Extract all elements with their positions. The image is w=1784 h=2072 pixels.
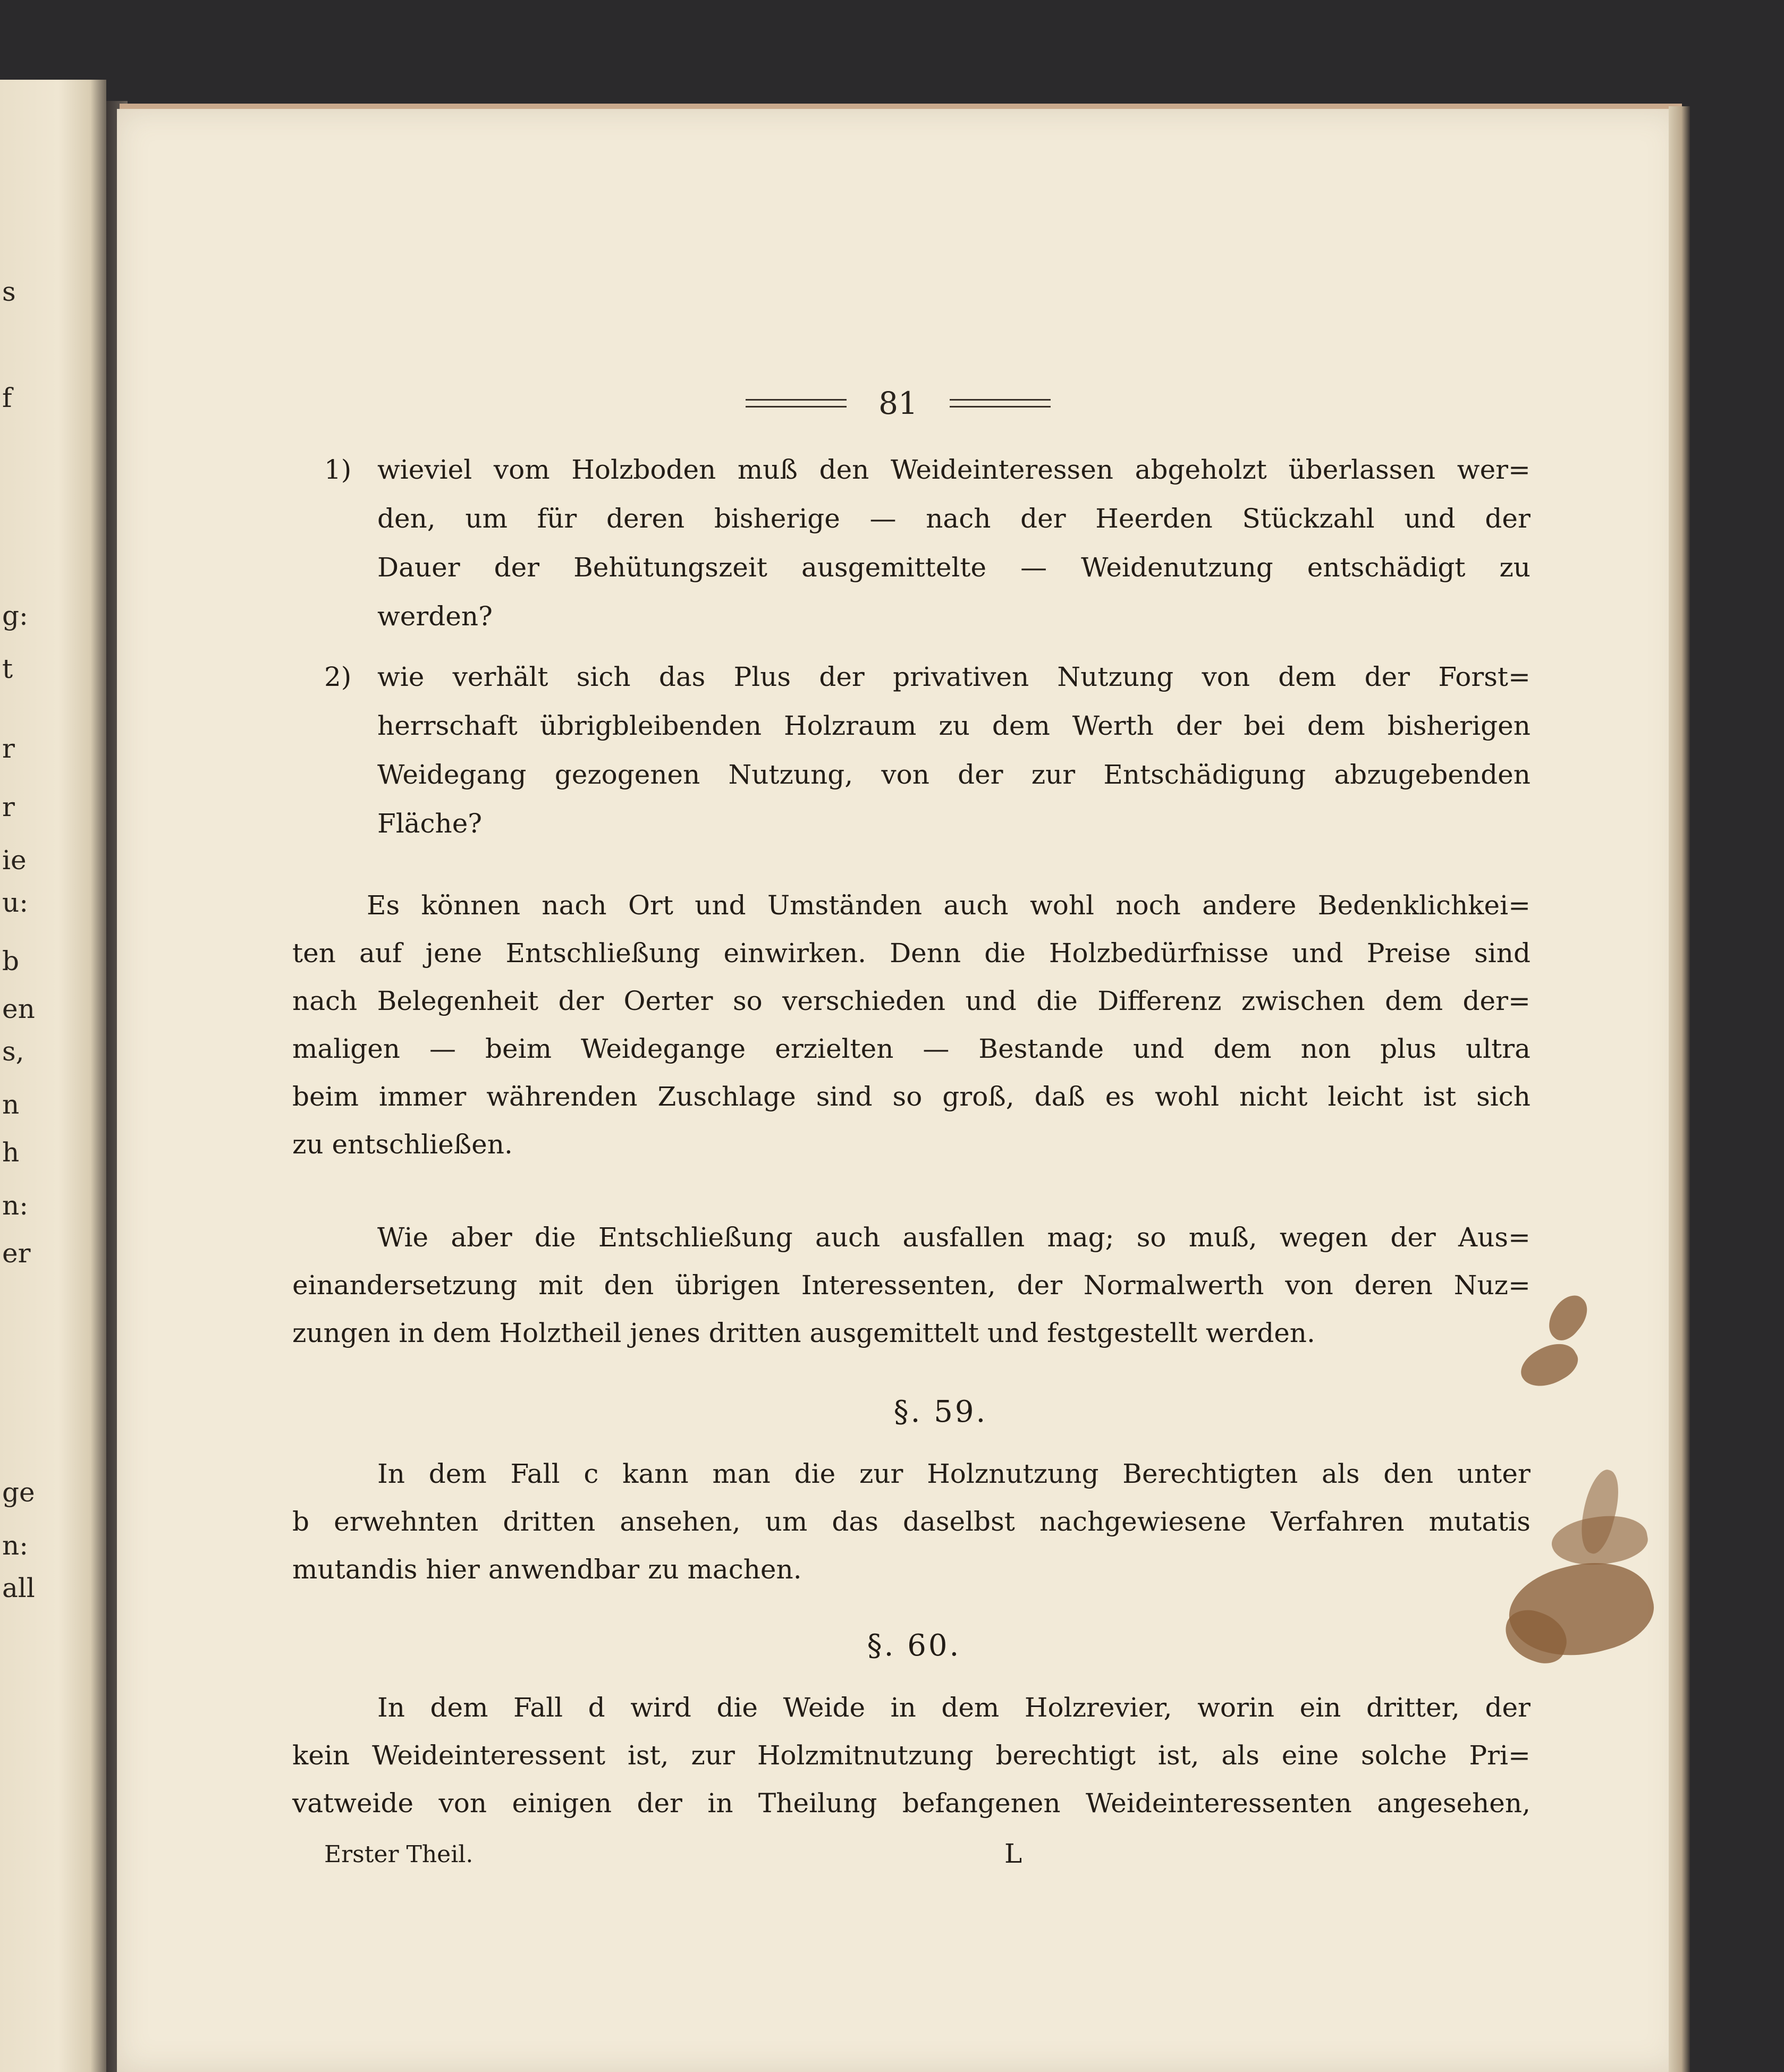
word: von <box>1202 661 1250 692</box>
word: maligen <box>292 1033 401 1064</box>
left-page-fragment: g: <box>2 600 28 631</box>
word: entschädigt <box>1307 552 1466 583</box>
word: Belegenheit <box>377 986 539 1016</box>
word: Interessenten, <box>801 1270 996 1301</box>
word: das <box>832 1506 878 1537</box>
word: der <box>1364 661 1410 692</box>
text-line <box>367 890 1531 921</box>
word: ist <box>1423 1081 1457 1112</box>
item-number: 1) <box>324 454 352 485</box>
word: andere <box>1202 890 1297 921</box>
text-line <box>377 1692 1531 1723</box>
word: zur <box>859 1458 903 1489</box>
word: muß <box>737 454 798 485</box>
word: ultra <box>1465 1033 1531 1064</box>
text-line <box>377 710 1531 741</box>
word: vom <box>493 454 550 485</box>
word: Holzboden <box>571 454 716 485</box>
word: — <box>923 1033 950 1064</box>
word: den <box>1383 1458 1434 1489</box>
word: non <box>1300 1033 1351 1064</box>
word: Holzmitnutzung <box>757 1740 974 1771</box>
word: in <box>707 1788 733 1819</box>
word: Aus= <box>1458 1222 1531 1253</box>
word: unter <box>1457 1458 1531 1489</box>
word: erzielten <box>775 1033 894 1064</box>
header-rule-right <box>950 399 1051 407</box>
header-rule-left <box>746 399 847 407</box>
text-line <box>377 759 1531 790</box>
word: Fall <box>513 1692 563 1723</box>
word: plus <box>1380 1033 1436 1064</box>
word: mutatis <box>1428 1506 1531 1537</box>
word: zur <box>1031 759 1076 790</box>
word: und <box>695 890 746 921</box>
word: als <box>1221 1740 1259 1771</box>
word: immer <box>378 1081 467 1112</box>
text-line <box>377 661 1531 692</box>
word: ausgemittelte <box>801 552 987 583</box>
word: kann <box>622 1458 689 1489</box>
word: Nutzung, <box>728 759 853 790</box>
word: für <box>537 503 577 534</box>
left-page-fragment: n: <box>2 1190 29 1221</box>
word: dritter, <box>1366 1692 1460 1723</box>
word: gezogenen <box>554 759 700 790</box>
left-page-fragment: r <box>2 792 15 822</box>
word: groß, <box>942 1081 1014 1112</box>
word: daß <box>1034 1081 1085 1112</box>
word: wieviel <box>377 454 472 485</box>
word: der <box>819 661 865 692</box>
word: mit <box>538 1270 583 1301</box>
word: Nuz= <box>1453 1270 1531 1301</box>
word: Entschließung <box>505 938 700 969</box>
word: von <box>438 1788 487 1819</box>
word: den, <box>377 503 436 534</box>
text-line <box>377 454 1531 485</box>
text-line <box>292 1081 1531 1112</box>
word: Normalwerth <box>1083 1270 1264 1301</box>
word: sind <box>816 1081 873 1112</box>
word: Preise <box>1366 938 1451 969</box>
word: noch <box>1115 890 1181 921</box>
word: Weideinteressenten <box>1085 1788 1352 1819</box>
word: Holzbedürfnisse <box>1049 938 1269 969</box>
word: b <box>292 1506 310 1537</box>
left-page-fragment: all <box>2 1573 35 1603</box>
word: wie <box>377 661 425 692</box>
word: von <box>881 759 929 790</box>
word: eine <box>1281 1740 1339 1771</box>
word: der <box>494 552 540 583</box>
word: verhält <box>452 661 548 692</box>
text-line: werden? <box>377 601 493 632</box>
word: ausfallen <box>902 1222 1025 1253</box>
word: Dauer <box>377 552 460 583</box>
word: in <box>890 1692 916 1723</box>
text-line <box>292 1788 1531 1819</box>
text-line <box>292 1270 1531 1301</box>
word: zu <box>938 710 970 741</box>
word: Plus <box>733 661 791 692</box>
word: ist, <box>1157 1740 1199 1771</box>
left-page-fragment: ie <box>2 845 27 876</box>
word: Holznutzung <box>927 1458 1099 1489</box>
word: wer= <box>1457 454 1531 485</box>
word: so <box>892 1081 923 1112</box>
word: Werth <box>1072 710 1154 741</box>
word: nach <box>542 890 607 921</box>
word: nach <box>926 503 991 534</box>
left-page-fragment: er <box>2 1238 31 1269</box>
water-stain <box>1515 1335 1584 1396</box>
word: so <box>1136 1222 1166 1253</box>
word: einwirken. <box>723 938 867 969</box>
word: Heerden <box>1095 503 1213 534</box>
word: um <box>465 503 508 534</box>
word: der <box>637 1788 682 1819</box>
word: Verfahren <box>1271 1506 1405 1537</box>
word: Bedenklichkei= <box>1317 890 1531 921</box>
book-page <box>117 109 1679 2072</box>
word: Weide <box>783 1692 866 1723</box>
word: die <box>984 938 1026 969</box>
left-page-fragment: t <box>2 653 13 684</box>
word: wird <box>630 1692 691 1723</box>
word: ansehen, <box>620 1506 741 1537</box>
word: Umständen <box>767 890 923 921</box>
word: solche <box>1361 1740 1447 1771</box>
word: als <box>1322 1458 1360 1489</box>
text-line <box>377 552 1531 583</box>
word: die <box>1036 986 1078 1016</box>
word: Weideinteressen <box>891 454 1114 485</box>
word: bei <box>1244 710 1285 741</box>
word: angesehen, <box>1377 1788 1531 1819</box>
left-page-fragment: b <box>2 946 20 976</box>
word: erwehnten <box>334 1506 479 1537</box>
section-heading: §. 59. <box>893 1395 988 1429</box>
word: mag; <box>1047 1222 1114 1253</box>
left-page-edge <box>0 80 106 2072</box>
word: von <box>1285 1270 1333 1301</box>
word: der <box>1390 1222 1436 1253</box>
word: worin <box>1197 1692 1275 1723</box>
word: wohl <box>1029 890 1095 921</box>
word: Fall <box>510 1458 560 1489</box>
word: Bestande <box>978 1033 1104 1064</box>
word: den <box>604 1270 654 1301</box>
word: man <box>712 1458 771 1489</box>
text-line <box>292 1506 1531 1537</box>
word: Nutzung <box>1057 661 1174 692</box>
word: überlassen <box>1288 454 1436 485</box>
page-right-edge <box>1669 106 1690 2072</box>
text-line <box>292 1740 1531 1771</box>
word: Holzrevier, <box>1024 1692 1172 1723</box>
section-heading: §. 60. <box>867 1628 961 1663</box>
word: Behütungszeit <box>573 552 767 583</box>
word: abzugebenden <box>1334 759 1531 790</box>
word: sind <box>1474 938 1531 969</box>
left-page-fragment: h <box>2 1137 20 1168</box>
word: der <box>1485 1692 1531 1723</box>
word: dem <box>428 1458 487 1489</box>
sheet-mark: L <box>1004 1838 1022 1869</box>
word: In <box>377 1692 405 1723</box>
word: das <box>658 661 706 692</box>
word: berechtigt <box>995 1740 1136 1771</box>
left-page-fragment: s, <box>2 1036 24 1067</box>
text-line: zungen in dem Holztheil jenes dritten ausgemittelt und festgestellt werden. <box>292 1318 1315 1348</box>
word: und <box>1133 1033 1185 1064</box>
left-page-fragment: u: <box>2 887 29 918</box>
word: zur <box>691 1740 735 1771</box>
word: sich <box>576 661 631 692</box>
word: dem <box>1385 986 1443 1016</box>
word: Es <box>367 890 400 921</box>
word: aber <box>451 1222 512 1253</box>
word: bisherigen <box>1387 710 1531 741</box>
left-page-fragment: ge <box>2 1477 35 1508</box>
word: beim <box>485 1033 552 1064</box>
page-number: 81 <box>878 385 918 421</box>
word: muß, <box>1188 1222 1257 1253</box>
word: Entschließung <box>598 1222 793 1253</box>
left-page-fragment: s <box>2 276 16 307</box>
word: deren <box>606 503 685 534</box>
word: Pri= <box>1469 1740 1531 1771</box>
word: Stückzahl <box>1242 503 1375 534</box>
word: einigen <box>512 1788 612 1819</box>
left-page-fragment: r <box>2 733 15 764</box>
word: Differenz <box>1097 986 1222 1016</box>
word: der <box>1485 503 1531 534</box>
word: Weidegange <box>581 1033 746 1064</box>
word: beim <box>292 1081 359 1112</box>
text-line: zu entschließen. <box>292 1129 513 1160</box>
left-page-fragment: n: <box>2 1530 29 1561</box>
word: Zuschlage <box>657 1081 796 1112</box>
word: der <box>1020 503 1066 534</box>
word: kein <box>292 1740 350 1771</box>
word: nach <box>292 986 358 1016</box>
word: zwischen <box>1241 986 1365 1016</box>
text-line <box>377 1458 1531 1489</box>
word: dem <box>941 1692 1000 1723</box>
word: — <box>869 503 897 534</box>
word: dem <box>430 1692 488 1723</box>
word: Weideinteressent <box>371 1740 606 1771</box>
page-header <box>117 385 1679 421</box>
word: zu <box>1499 552 1531 583</box>
word: dritten <box>503 1506 596 1537</box>
word: ein <box>1299 1692 1341 1723</box>
word: deren <box>1354 1270 1433 1301</box>
word: der= <box>1462 986 1531 1016</box>
word: währenden <box>486 1081 638 1112</box>
word: herrschaft <box>377 710 518 741</box>
word: d <box>588 1692 605 1723</box>
word: und <box>1292 938 1343 969</box>
left-page-fragment: en <box>2 993 35 1024</box>
text-line: Fläche? <box>377 808 483 839</box>
word: Entschädigung <box>1103 759 1306 790</box>
word: sich <box>1476 1081 1531 1112</box>
left-page-fragment: f <box>2 383 12 413</box>
word: c <box>584 1458 599 1489</box>
word: die <box>534 1222 576 1253</box>
word: Forst= <box>1438 661 1531 692</box>
word: es <box>1105 1081 1135 1112</box>
word: ist, <box>627 1740 669 1771</box>
word: auf <box>359 938 402 969</box>
text-line <box>292 1033 1531 1064</box>
word: dem <box>1213 1033 1272 1064</box>
word: der <box>1017 1270 1063 1301</box>
word: dem <box>992 710 1050 741</box>
word: und <box>965 986 1017 1016</box>
word: Berechtigten <box>1122 1458 1298 1489</box>
word: wohl <box>1154 1081 1220 1112</box>
word: einandersetzung <box>292 1270 518 1301</box>
text-line <box>292 938 1531 969</box>
word: Wie <box>377 1222 429 1253</box>
word: In <box>377 1458 405 1489</box>
word: bisherige <box>714 503 840 534</box>
word: befangenen <box>902 1788 1061 1819</box>
word: ten <box>292 938 336 969</box>
word: jene <box>425 938 483 969</box>
word: die <box>794 1458 836 1489</box>
water-stain <box>1540 1289 1595 1346</box>
word: dem <box>1278 661 1337 692</box>
word: nachgewiesene <box>1039 1506 1247 1537</box>
word: daselbst <box>903 1506 1015 1537</box>
word: den <box>819 454 869 485</box>
text-line: mutandis hier anwendbar zu machen. <box>292 1554 802 1585</box>
word: — <box>429 1033 456 1064</box>
word: leicht <box>1328 1081 1403 1112</box>
word: privativen <box>893 661 1029 692</box>
word: übrigbleibenden <box>539 710 762 741</box>
word: Theilung <box>758 1788 877 1819</box>
word: abgeholzt <box>1135 454 1267 485</box>
word: können <box>421 890 521 921</box>
word: der <box>1176 710 1222 741</box>
word: übrigen <box>675 1270 780 1301</box>
word: Ort <box>628 890 673 921</box>
word: auch <box>943 890 1009 921</box>
word: nicht <box>1239 1081 1308 1112</box>
word: der <box>958 759 1003 790</box>
word: Denn <box>890 938 961 969</box>
word: Holzraum <box>784 710 917 741</box>
word: Weidenutzung <box>1081 552 1273 583</box>
signature-line: Erster Theil. <box>324 1841 474 1868</box>
word: so <box>732 986 763 1016</box>
word: vatweide <box>292 1788 414 1819</box>
text-line <box>292 986 1531 1016</box>
word: um <box>765 1506 808 1537</box>
word: der <box>558 986 604 1016</box>
word: auch <box>815 1222 881 1253</box>
word: wegen <box>1279 1222 1368 1253</box>
word: und <box>1404 503 1456 534</box>
word: Weidegang <box>377 759 527 790</box>
text-line <box>377 1222 1531 1253</box>
item-number: 2) <box>324 661 352 692</box>
word: verschieden <box>782 986 946 1016</box>
left-page-fragment: n <box>2 1089 20 1120</box>
word: Oerter <box>623 986 713 1016</box>
word: — <box>1020 552 1047 583</box>
text-line <box>377 503 1531 534</box>
word: dem <box>1307 710 1365 741</box>
word: die <box>716 1692 758 1723</box>
